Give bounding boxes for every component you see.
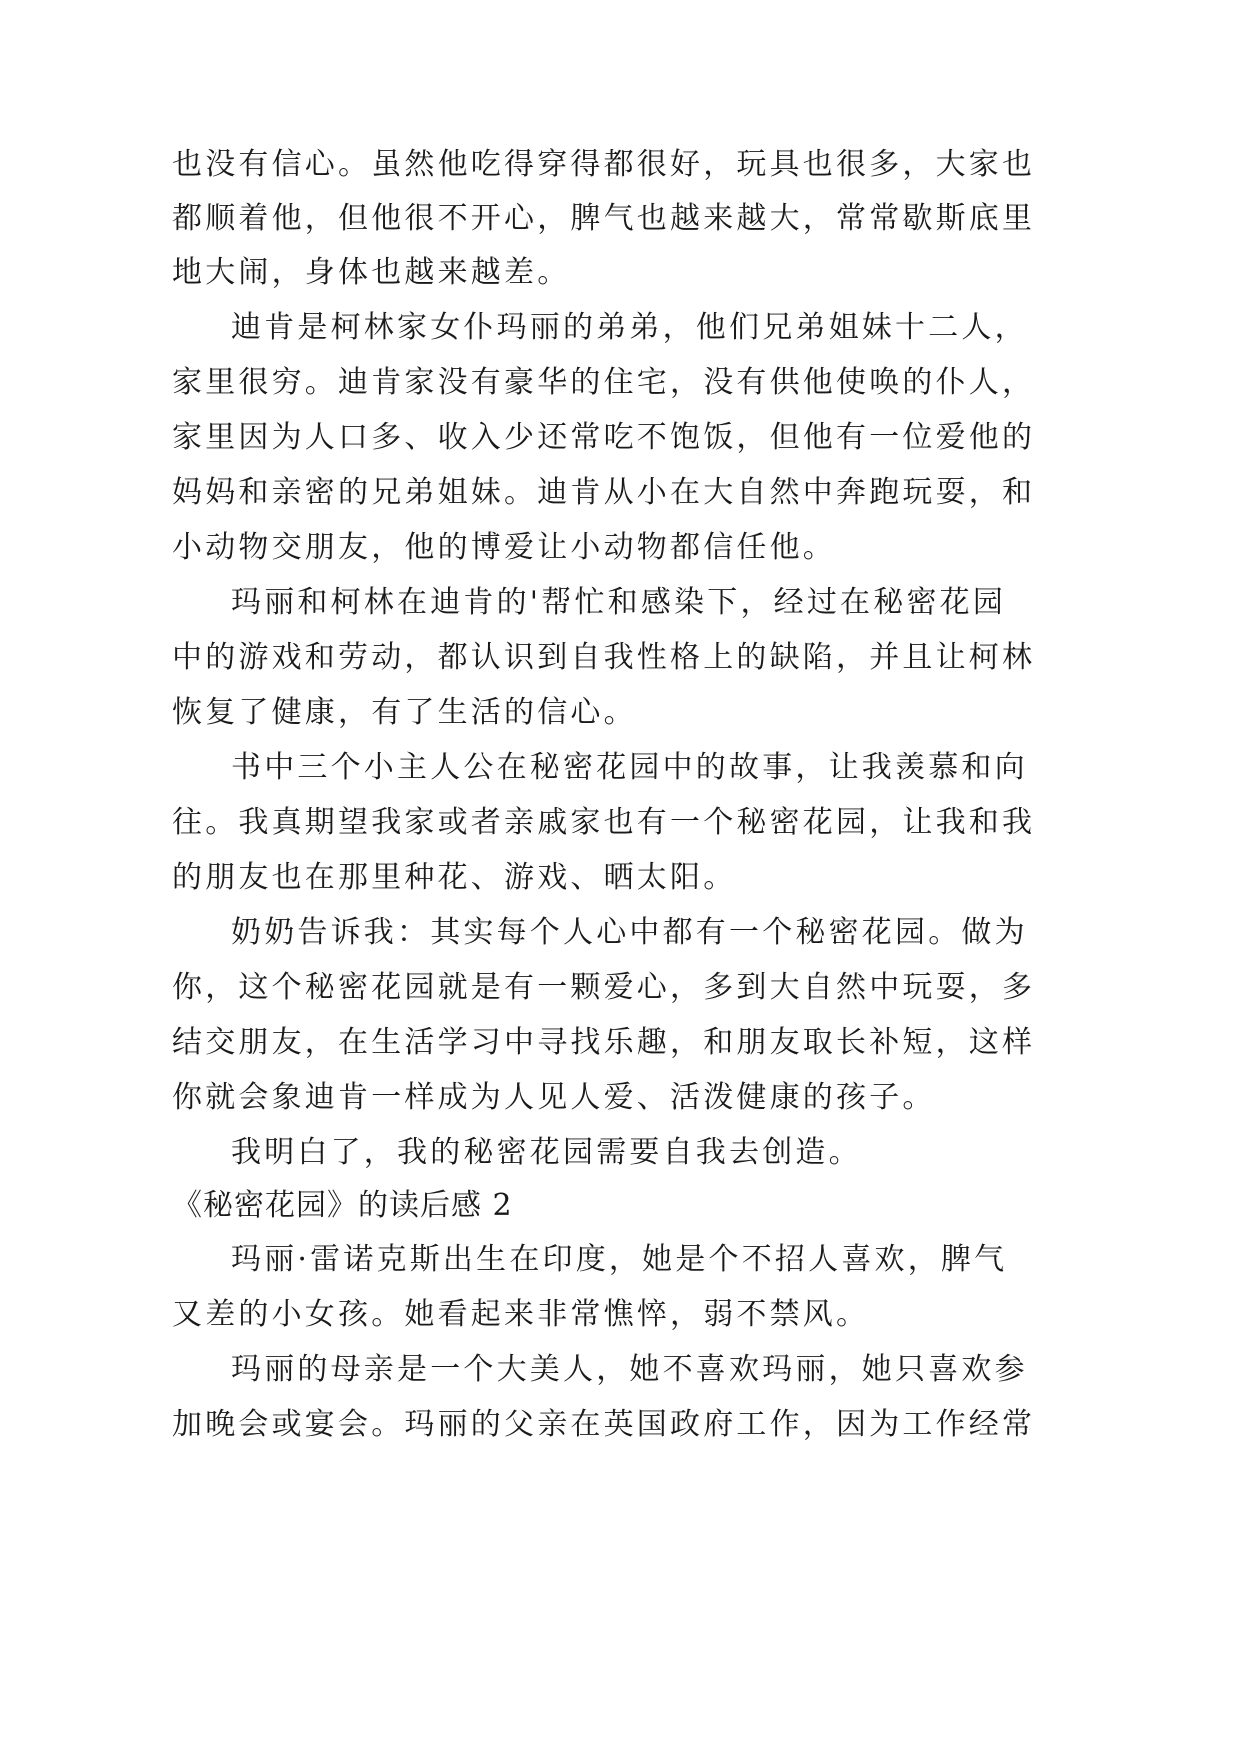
text-line: 恢复了健康，有了生活的信心。 [172, 695, 637, 730]
text-line: 加晚会或宴会。玛丽的父亲在英国政府工作，因为工作经常 [172, 1407, 1036, 1442]
text-line: 小动物交朋友，他的博爱让小动物都信任他。 [172, 530, 836, 565]
text-line: 你，这个秘密花园就是有一颗爱心，多到大自然中玩耍，多 [172, 970, 1036, 1005]
text-line: 又差的小女孩。她看起来非常憔悴，弱不禁风。 [172, 1297, 870, 1332]
paragraph-first-line: 玛丽和柯林在迪肯的'帮忙和感染下，经过在秘密花园 [231, 585, 1007, 620]
paragraph-first-line: 迪肯是柯林家女仆玛丽的弟弟，他们兄弟姐妹十二人， [231, 310, 1028, 345]
paragraph-first-line: 书中三个小主人公在秘密花园中的故事，让我羡慕和向 [231, 750, 1028, 785]
paragraph-first-line: 我明白了，我的秘密花园需要自我去创造。 [231, 1135, 862, 1170]
text-line: 的朋友也在那里种花、游戏、晒太阳。 [172, 860, 737, 895]
text-line: 中的游戏和劳动，都认识到自我性格上的缺陷，并且让柯林 [172, 640, 1036, 675]
text-line: 也没有信心。虽然他吃得穿得都很好，玩具也很多，大家也 [172, 147, 1036, 182]
text-line: 结交朋友，在生活学习中寻找乐趣，和朋友取长补短，这样 [172, 1025, 1036, 1060]
text-line: 往。我真期望我家或者亲戚家也有一个秘密花园，让我和我 [172, 805, 1036, 840]
paragraph-first-line: 玛丽的母亲是一个大美人，她不喜欢玛丽，她只喜欢参 [231, 1352, 1028, 1387]
text-line: 地大闹，身体也越来越差。 [172, 255, 571, 290]
paragraph-first-line: 玛丽·雷诺克斯出生在印度，她是个不招人喜欢，脾气 [231, 1242, 1008, 1277]
text-line: 你就会象迪肯一样成为人见人爱、活泼健康的孩子。 [172, 1080, 936, 1115]
text-line: 妈妈和亲密的兄弟姐妹。迪肯从小在大自然中奔跑玩耍，和 [172, 475, 1036, 510]
text-line: 家里很穷。迪肯家没有豪华的住宅，没有供他使唤的仆人， [172, 365, 1036, 400]
text-line: 都顺着他，但他很不开心，脾气也越来越大，常常歇斯底里 [172, 201, 1036, 236]
section-heading: 《秘密花园》的读后感 2 [172, 1188, 513, 1223]
paragraph-first-line: 奶奶告诉我：其实每个人心中都有一个秘密花园。做为 [231, 915, 1028, 950]
text-line: 家里因为人口多、收入少还常吃不饱饭，但他有一位爱他的 [172, 420, 1036, 455]
